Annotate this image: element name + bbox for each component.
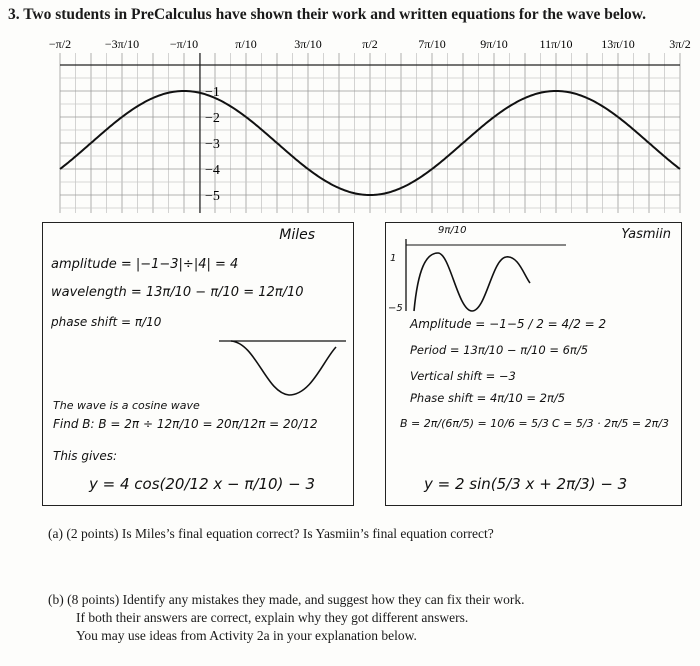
x-tick-label: π/2 [362, 37, 378, 51]
yasmiin-equation: y = 2 sin(5/3 x + 2π/3) − 3 [424, 475, 628, 493]
yasmiin-period: Period = 13π/10 − π/10 = 6π/5 [410, 343, 589, 357]
yasmiin-work-box [385, 222, 682, 506]
y-tick-labels [205, 85, 220, 204]
miles-work-box [42, 222, 354, 506]
y-tick-label: −2 [205, 111, 220, 126]
yasmiin-amplitude: Amplitude = −1−5 / 2 = 4/2 = 2 [410, 317, 607, 331]
yasmiin-sketch-max-label: 1 [390, 253, 397, 264]
yasmiin-sketch-top-label: 9π/10 [438, 225, 467, 236]
miles-cosine-sketch [211, 333, 351, 411]
miles-gives-label: This gives: [53, 449, 118, 463]
miles-equation: y = 4 cos(20/12 x − π/10) − 3 [89, 475, 316, 493]
graph-grid [60, 53, 680, 213]
question-a: (a) (2 points) Is Miles’s final equation correct? Is Yasmiin’s final equation correct? [48, 526, 494, 541]
miles-name: Miles [279, 227, 315, 243]
x-tick-label: −3π/10 [104, 37, 140, 51]
x-tick-label: 3π/10 [294, 37, 322, 51]
y-tick-label: −4 [205, 163, 220, 178]
x-tick-label: 7π/10 [418, 37, 446, 51]
yasmiin-phase-shift: Phase shift = 4π/10 = 2π/5 [410, 391, 566, 405]
y-tick-label: −5 [205, 189, 220, 204]
question-b-line-1: (b) (8 points) Identify any mistakes they made, and suggest how they can fix their work. [48, 592, 525, 607]
miles-wavelength: wavelength = 13π/10 − π/10 = 12π/10 [51, 285, 304, 300]
question-b-line-3: You may use ideas from Activity 2a in your explanation below. [76, 628, 417, 643]
x-tick-label: 11π/10 [539, 37, 573, 51]
x-tick-label: π/10 [235, 37, 257, 51]
yasmiin-vertical-shift: Vertical shift = −3 [410, 369, 516, 383]
y-tick-label: −1 [205, 85, 220, 100]
x-tick-labels [49, 37, 691, 51]
x-tick-label: 13π/10 [601, 37, 635, 51]
problem-statement: Two students in PreCalculus have shown their work and written equations for the wave below. [23, 6, 647, 23]
miles-find-b: Find B: B = 2π ÷ 12π/10 = 20π/12π = 20/12 [53, 417, 318, 431]
x-tick-label: −π/2 [48, 37, 72, 51]
x-tick-label: −π/10 [169, 37, 199, 51]
yasmiin-sine-sketch [396, 239, 576, 315]
miles-phase-shift: phase shift = π/10 [51, 315, 162, 329]
wave-graph [0, 28, 700, 218]
yasmiin-sketch-min-label: −5 [388, 303, 403, 314]
x-tick-label: 9π/10 [480, 37, 508, 51]
yasmiin-c-value: C = 5/3 · 2π/5 = 2π/3 [552, 417, 669, 430]
miles-cosine-note: The wave is a cosine wave [53, 399, 200, 412]
yasmiin-b-value: B = 2π/(6π/5) = 10/6 = 5/3 [400, 417, 549, 430]
question-b-line-2: If both their answers are correct, explain why they got different answers. [76, 610, 469, 625]
miles-amplitude: amplitude = |−1−3|÷|4| = 4 [51, 257, 239, 272]
x-tick-label: 3π/2 [669, 37, 691, 51]
yasmiin-name: Yasmiin [621, 227, 671, 242]
problem-heading [8, 6, 646, 24]
problem-number: 3. [8, 6, 20, 23]
y-tick-label: −3 [205, 137, 220, 152]
